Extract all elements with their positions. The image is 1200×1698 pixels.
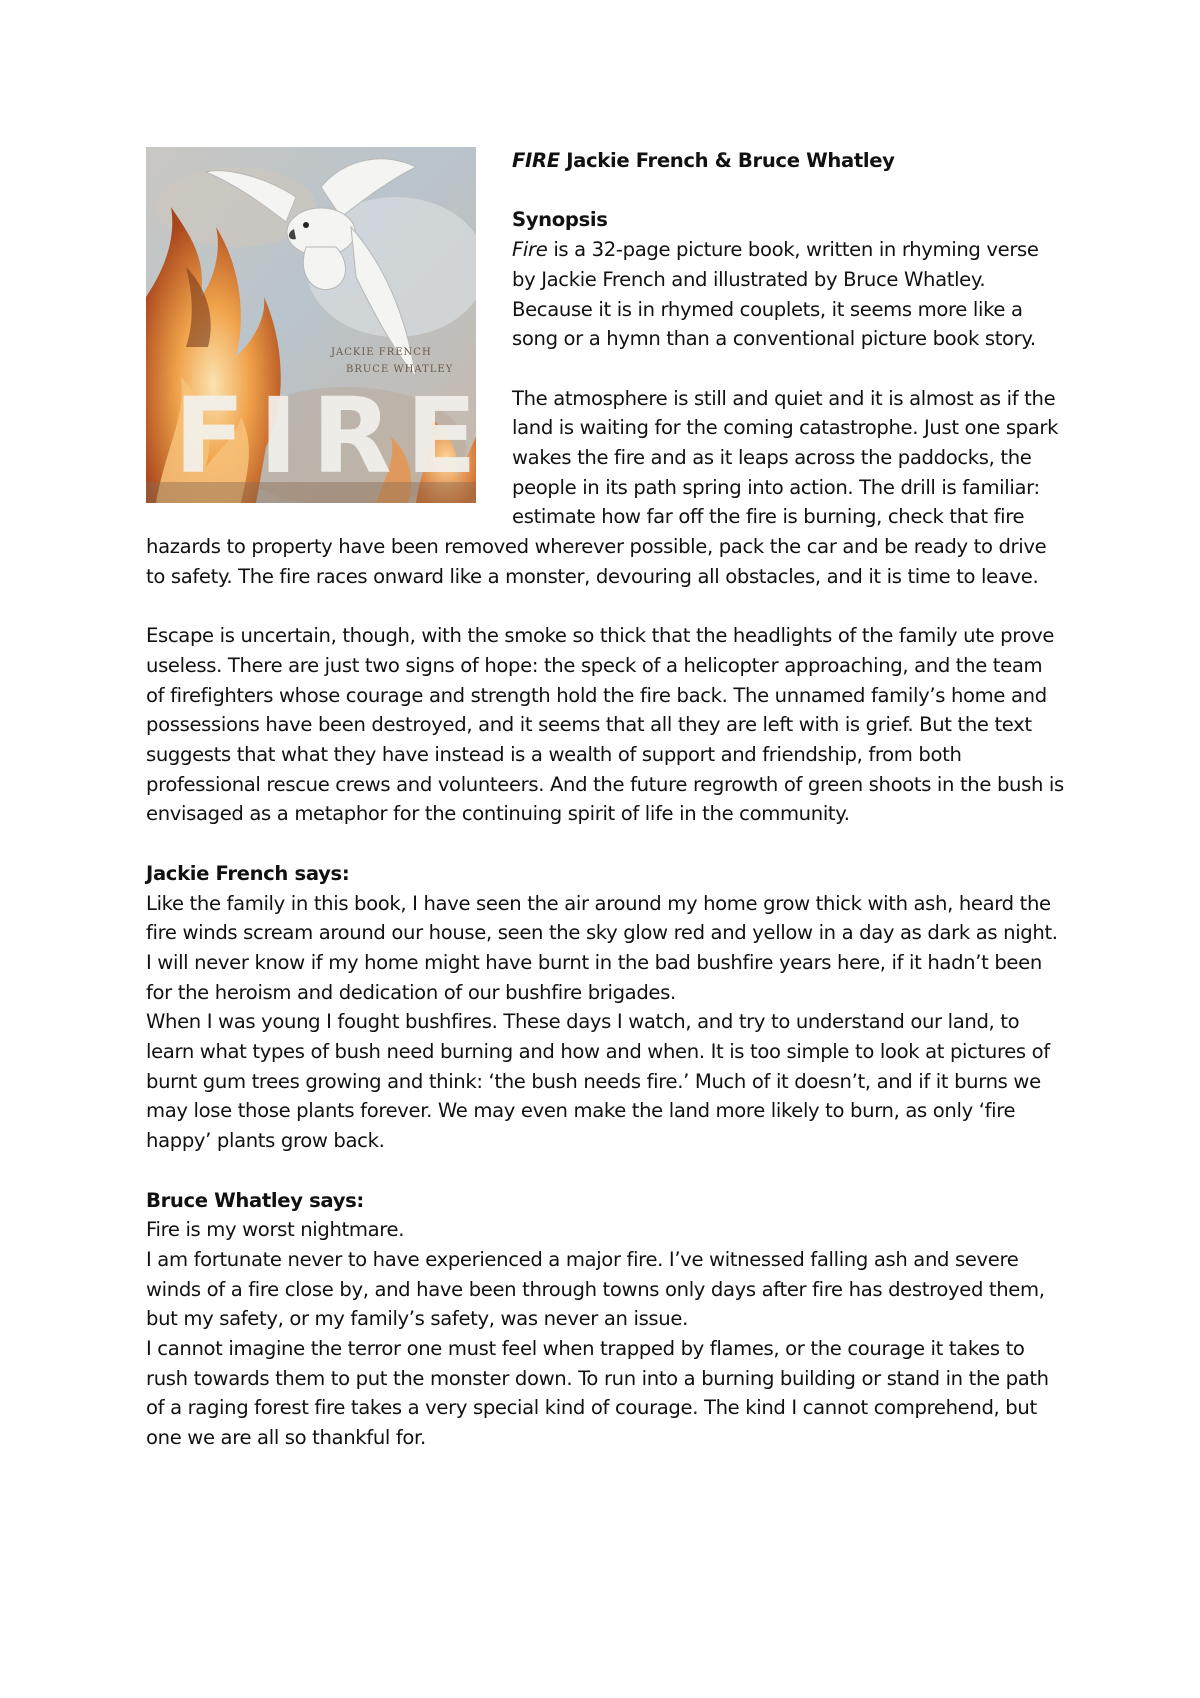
bruce-paragraph-2: I am fortunate never to have experienced a major fire. I’ve witnessed falling ash and severe winds of a fire close by, and have been through towns only days after fire has destroyed them, but my safety, or my family’s safety, was never an issue. bbox=[146, 1247, 1045, 1331]
synopsis-book-name: Fire bbox=[512, 238, 548, 262]
bruce-paragraph-3: I cannot imagine the terror one must feel when trapped by flames, or the courage it takes to rush towards them to put the monster down. To run into a burning building or stand in the path of a raging forest fire takes a very special kind of courage. The kind I cannot comprehend, but one we are all so thankful for. bbox=[146, 1337, 1049, 1450]
cover-title: FIRE bbox=[174, 375, 476, 497]
synopsis-heading: Synopsis bbox=[512, 208, 608, 232]
cover-author-bruce: BRUCE WHATLEY bbox=[346, 364, 454, 375]
jackie-paragraph-1: Like the family in this book, I have seen the air around my home grow thick with ash, heard the fire winds scream around our house, seen the sky glow red and yellow in a day as dark as night. I will never know if my home might have burnt in the bad bushfire years here, if it hadn’t been for the heroism and dedication of our bushfire brigades. bbox=[146, 891, 1058, 1004]
bruce-heading: Bruce Whatley says: bbox=[146, 1188, 364, 1212]
synopsis-p1-text: is a 32-page picture book, written in rhyming verse by Jackie French and illustrated by Bruce Whatley. Because it is in rhymed couplets, it seems more like a song or a hymn than a conventional picture book story. bbox=[512, 238, 1039, 351]
synopsis-paragraph-3: Escape is uncertain, though, with the smoke so thick that the headlights of the family ute prove useless. There are just two signs of hope: the speck of a helicopter approaching, and the team of firefighters whose courage and strength hold the fire back. The unnamed family’s home and possessions have been destroyed, and it seems that all they are left with is grief. But the text suggests that what they have instead is a wealth of support and friendship, from both professional rescue crews and volunteers. And the future regrowth of green shoots in the bush is envisaged as a metaphor for the continuing spirit of life in the community. bbox=[146, 624, 1064, 826]
bruce-paragraph-1: Fire is my worst nightmare. bbox=[146, 1218, 405, 1242]
document-text bbox=[146, 146, 1066, 1453]
cover-spacer bbox=[146, 146, 512, 508]
title-book-name: FIRE bbox=[512, 149, 560, 172]
jackie-paragraph-2: When I was young I fought bushfires. These days I watch, and try to understand our land, to learn what types of bush need burning and how and when. It is too simple to look at pictures of burnt gum trees growing and think: ‘the bush needs fire.’ Much of it doesn’t, and if it burns we may lose those plants forever. We may even make the land more likely to burn, as only ‘fire happy’ plants grow back. bbox=[146, 1010, 1050, 1153]
jackie-heading: Jackie French says: bbox=[146, 861, 350, 885]
cover-author-jackie: JACKIE FRENCH bbox=[331, 347, 432, 358]
synopsis-paragraph-2: The atmosphere is still and quiet and it is almost as if the land is waiting for the coming catastrophe. Just one spark wakes the fire and as it leaps across the paddocks, the people in its path spring into action. The drill is familiar: estimate how far off the fire is burning, check that fire hazards to property have been removed wherever possible, pack the car and be ready to drive to safety. The fire races onward like a monster, devouring all obstacles, and it is time to leave. bbox=[146, 386, 1059, 588]
title-authors: Jackie French & Bruce Whatley bbox=[559, 149, 895, 172]
